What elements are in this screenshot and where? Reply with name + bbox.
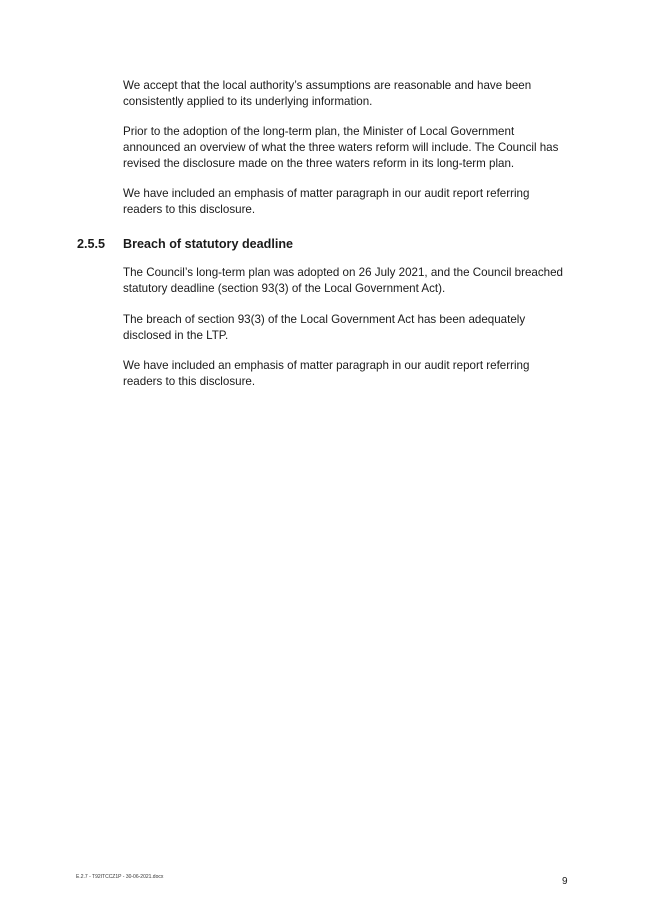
paragraph-breach-disclosure: The breach of section 93(3) of the Local Government Act has been adequately disclosed in the LTP. xyxy=(123,313,526,343)
paragraph-emphasis-of-matter-section: We have included an emphasis of matter paragraph in our audit report referring readers to this disclosure. xyxy=(123,359,530,389)
paragraph-three-waters-reform: Prior to the adoption of the long-term plan, the Minister of Local Government announced an overview of what the three waters reform will include. The Council has revised the disclosure made on the three waters reform in its long-term plan. xyxy=(123,125,559,171)
paragraph-assumptions: We accept that the local authority’s assumptions are reasonable and have been consistently applied to its underlying information. xyxy=(123,79,532,109)
section-heading xyxy=(77,236,293,252)
section-title: Breach of statutory deadline xyxy=(123,237,294,251)
footer-document-reference: E.2.7 - T92ITCCZ1P - 30-06-2021.docx xyxy=(76,874,164,880)
paragraph-plan-adoption: The Council’s long-term plan was adopted on 26 July 2021, and the Council breached statutory deadline (section 93(3) of the Local Government Act). xyxy=(123,266,563,296)
page-number: 9 xyxy=(562,876,568,887)
section-number: 2.5.5 xyxy=(77,237,106,251)
paragraph-emphasis-of-matter: We have included an emphasis of matter paragraph in our audit report referring readers to this disclosure. xyxy=(123,187,530,217)
